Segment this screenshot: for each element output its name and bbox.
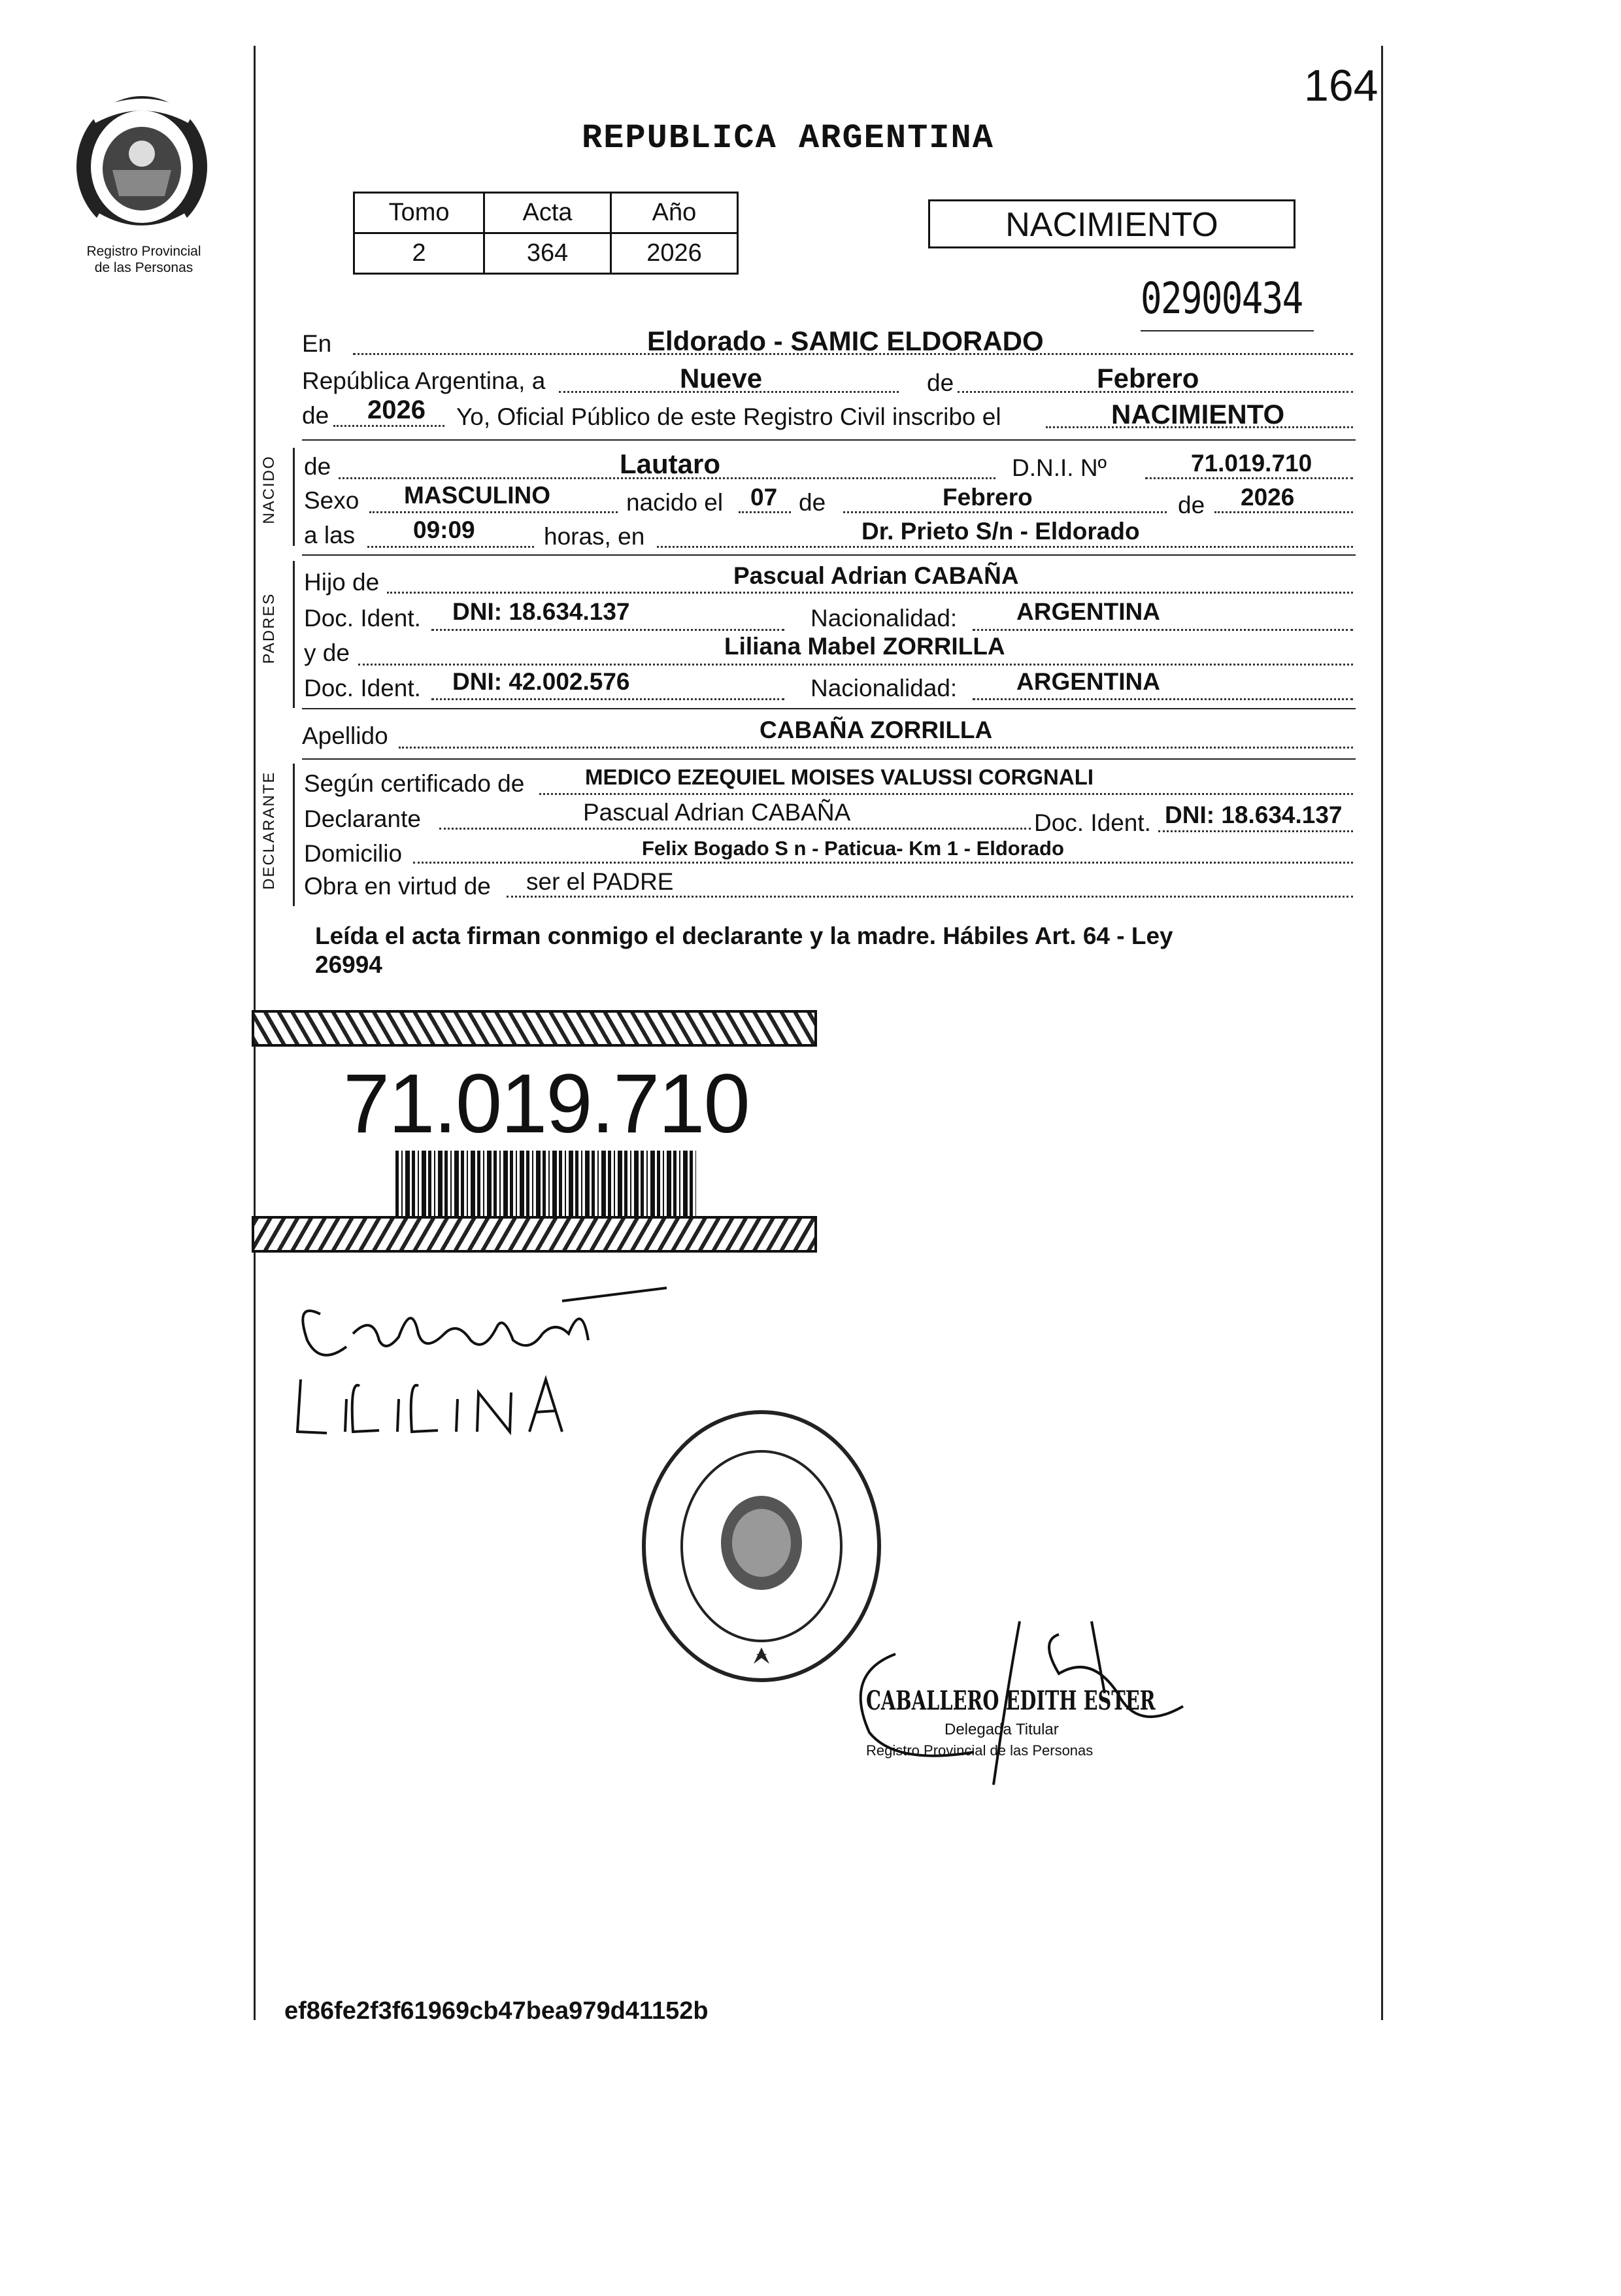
father-doc: DNI: 18.634.137 [452, 598, 630, 625]
pattern-strip-top [252, 1010, 817, 1047]
official-office: Registro Provincial de las Personas [866, 1742, 1094, 1759]
anio-value: 2026 [610, 233, 737, 274]
header-tomo: Tomo [354, 193, 484, 233]
bracket-padres [293, 561, 295, 708]
reference-table [353, 192, 739, 275]
logo-caption [46, 243, 242, 276]
father-nationality: ARGENTINA [1016, 598, 1160, 625]
side-label-declarante: DECLARANTE [260, 771, 278, 890]
closing-line-1: Leída el acta firman conmigo el declarante y la madre. Hábiles Art. 64 - Ley [315, 922, 1173, 949]
certificate-value: MEDICO EZEQUIEL MOISES VALUSSI CORGNALI [585, 765, 1094, 789]
barcode-sticker [252, 1010, 817, 1252]
dots [507, 896, 1353, 898]
de-label: de [799, 489, 826, 516]
domicilio-label: Domicilio [304, 840, 403, 867]
address-value: Felix Bogado S n - Paticua- Km 1 - Eldorado [642, 837, 1064, 860]
sexo-label: Sexo [304, 487, 359, 514]
birth-time: 09:09 [413, 516, 475, 543]
en-label: En [302, 330, 332, 357]
nacionalidad-label: Nacionalidad: [811, 675, 958, 701]
barcode-bars [395, 1151, 696, 1223]
apellido-value: CABAÑA ZORRILLA [760, 717, 993, 743]
event-value: NACIMIENTO [1111, 399, 1285, 430]
dots [739, 511, 791, 513]
declarante-label: Declarante [304, 805, 421, 832]
dots [973, 629, 1353, 631]
mother-doc: DNI: 42.002.576 [452, 668, 630, 695]
apellido-label: Apellido [302, 722, 388, 749]
father-name: Pascual Adrian CABAÑA [733, 562, 1019, 589]
year-value: 2026 [367, 396, 426, 424]
declarant-doc: DNI: 18.634.137 [1165, 802, 1343, 828]
birth-place: Dr. Prieto S/n - Eldorado [861, 518, 1140, 545]
dni-label: D.N.I. Nº [1012, 454, 1107, 481]
month-word: Febrero [1097, 363, 1199, 394]
dots [539, 793, 1353, 795]
dots [369, 511, 618, 513]
official-stamp [843, 1615, 1196, 1804]
dots [431, 629, 784, 631]
place-value: Eldorado - SAMIC ELDORADO [647, 326, 1044, 356]
dots [1214, 511, 1353, 513]
acta-value: 364 [484, 233, 611, 274]
de-label: de [927, 369, 954, 396]
dots [333, 425, 444, 427]
dots [1158, 830, 1353, 832]
country-heading: REPUBLICA ARGENTINA [582, 119, 994, 158]
de2-label: de [302, 402, 329, 429]
bracket-nacido [293, 448, 295, 546]
rule [302, 758, 1356, 760]
obra-value: ser el PADRE [526, 868, 674, 895]
page-number: 164 [1304, 61, 1379, 110]
de-label: de [1178, 492, 1205, 518]
header-acta: Acta [484, 193, 611, 233]
rule [302, 708, 1356, 709]
republic-label: República Argentina, a [302, 367, 546, 394]
doc-ident-label: Doc. Ident. [304, 675, 421, 701]
record-type: NACIMIENTO [1005, 206, 1218, 244]
side-label-nacido: NACIDO [260, 455, 278, 524]
obra-label: Obra en virtud de [304, 873, 491, 900]
official-name: CABALLERO EDITH ESTER [866, 1685, 1156, 1716]
header-anio: Año [610, 193, 737, 233]
dots [367, 546, 534, 548]
document-hash: ef86fe2f3f61969cb47bea979d41152b [284, 1997, 709, 2025]
mother-nationality: ARGENTINA [1016, 668, 1160, 695]
dots [413, 862, 1353, 864]
dots [843, 511, 1167, 513]
hijo-de-label: Hijo de [304, 569, 380, 596]
dots [657, 546, 1353, 548]
dots [387, 592, 1353, 594]
dots [399, 747, 1353, 749]
dots [358, 664, 1353, 666]
dots [431, 698, 784, 700]
doc-ident-label: Doc. Ident. [1034, 809, 1151, 836]
horas-label: horas, en [544, 523, 645, 550]
birth-month: Febrero [943, 484, 1033, 511]
province-logo [67, 92, 217, 242]
side-label-padres: PADRES [260, 592, 278, 664]
dots [1145, 477, 1353, 479]
de-label: de [304, 453, 331, 480]
mother-signature [288, 1360, 627, 1451]
day-word: Nueve [680, 363, 763, 394]
birth-day: 07 [750, 484, 778, 511]
dots [439, 828, 1031, 830]
nacido-el-label: nacido el [626, 489, 724, 516]
record-type-box [928, 199, 1295, 248]
logo-caption-line-2: de las Personas [94, 260, 193, 275]
bracket-declarante [293, 764, 295, 906]
pattern-strip-bottom [252, 1216, 817, 1253]
closing-text [315, 922, 1173, 979]
certificado-label: Según certificado de [304, 770, 525, 797]
barcode-number: 71.019.710 [343, 1057, 749, 1151]
a-las-label: a las [304, 522, 356, 549]
child-name: Lautaro [620, 448, 721, 479]
rule [302, 554, 1356, 556]
mother-name: Liliana Mabel ZORRILLA [724, 633, 1005, 660]
official-title: Delegada Titular [944, 1721, 1059, 1738]
declarant-name: Pascual Adrian CABAÑA [583, 799, 851, 826]
right-margin-line [1381, 46, 1383, 2020]
logo-caption-line-1: Registro Provincial [86, 244, 201, 259]
dots [973, 698, 1353, 700]
birth-year: 2026 [1241, 484, 1295, 511]
serial-number: 02900434 [1141, 273, 1303, 324]
tomo-value: 2 [354, 233, 484, 274]
child-dni: 71.019.710 [1191, 450, 1312, 477]
nacionalidad-label: Nacionalidad: [811, 605, 958, 632]
sexo-value: MASCULINO [404, 482, 551, 509]
serial-underline [1141, 330, 1314, 331]
closing-line-2: 26994 [315, 951, 382, 978]
y-de-label: y de [304, 639, 350, 666]
rule [302, 439, 1356, 441]
registrar-text: Yo, Oficial Público de este Registro Civil inscribo el [456, 403, 1001, 430]
doc-ident-label: Doc. Ident. [304, 605, 421, 632]
